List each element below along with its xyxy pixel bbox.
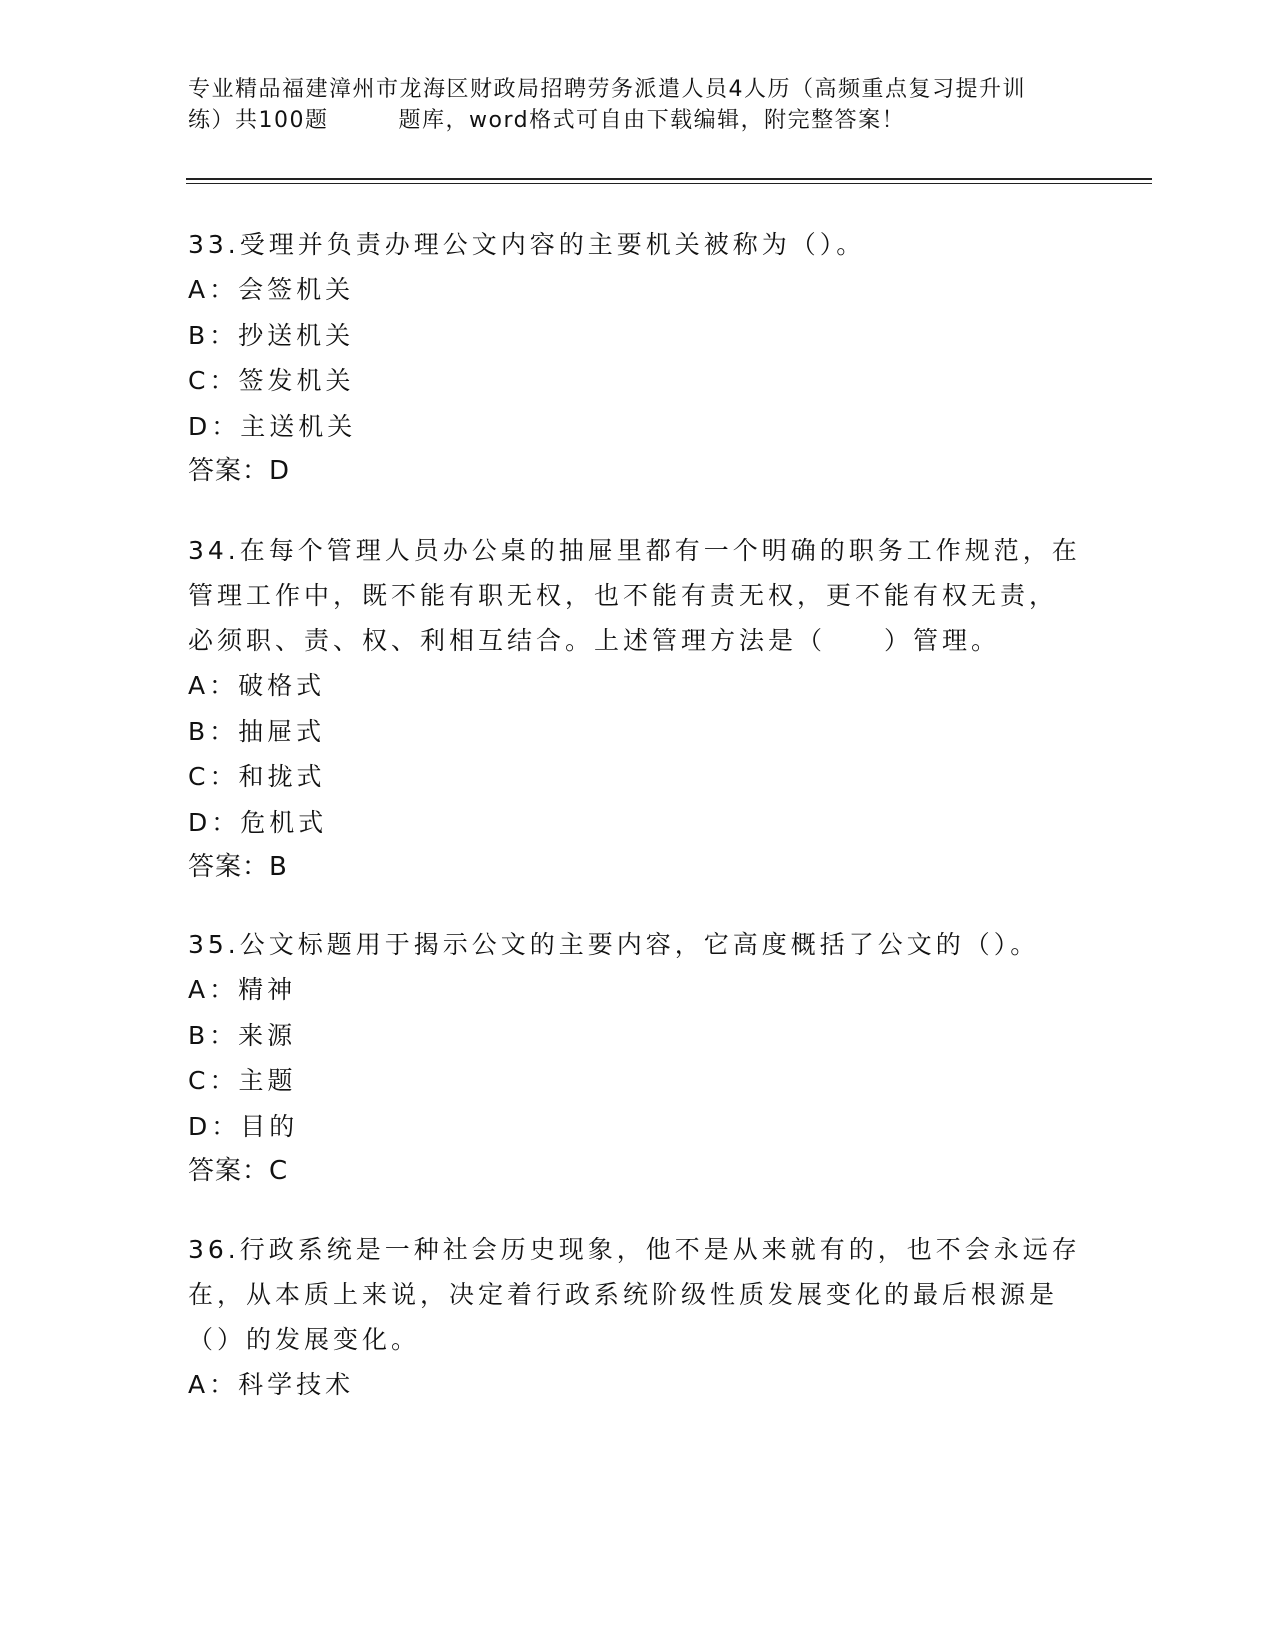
header-title-line-2 bbox=[188, 105, 1088, 136]
answer-text: 答案：C bbox=[188, 1156, 289, 1186]
question-33 bbox=[188, 222, 1088, 494]
option-a: A：科学技术 bbox=[188, 1370, 355, 1399]
option-c: C：签发机关 bbox=[188, 366, 355, 395]
option-a: A：会签机关 bbox=[188, 275, 355, 304]
option-b: B：来源 bbox=[188, 1020, 297, 1050]
option-d: D：目的 bbox=[188, 1111, 299, 1141]
question-text-line-2: 管理工作中，既不能有职无权，也不能有责无权，更不能有权无责， bbox=[188, 581, 1059, 610]
question-36 bbox=[188, 1227, 1088, 1408]
question-34 bbox=[188, 528, 1088, 890]
option-a: A：精神 bbox=[188, 975, 297, 1004]
header-title-description: 题库，word格式可自由下载编辑，附完整答案！ bbox=[398, 108, 906, 133]
question-text-line-3: 必须职、责、权、利相互结合。上述管理方法是（ ）管理。 bbox=[188, 626, 1001, 655]
option-c: C：和拢式 bbox=[188, 762, 326, 791]
question-text: 33.受理并负责办理公文内容的主要机关被称为（）。 bbox=[188, 230, 866, 259]
question-text-line-3: （）的发展变化。 bbox=[188, 1325, 421, 1354]
question-35 bbox=[188, 922, 1088, 1194]
option-a: A：破格式 bbox=[188, 671, 326, 700]
answer-text: 答案：B bbox=[188, 852, 288, 882]
header-title-count: 练）共100题 bbox=[188, 108, 329, 133]
question-text: 35.公文标题用于揭示公文的主要内容，它高度概括了公文的（）。 bbox=[188, 930, 1040, 959]
question-text-line-1: 36.行政系统是一种社会历史现象，他不是从来就有的，也不会永远存 bbox=[188, 1235, 1081, 1264]
document-header bbox=[188, 74, 1088, 136]
option-b: B：抄送机关 bbox=[188, 320, 355, 350]
header-divider bbox=[186, 178, 1152, 184]
option-b: B：抽屉式 bbox=[188, 716, 326, 746]
question-text-line-1: 34.在每个管理人员办公桌的抽屉里都有一个明确的职务工作规范，在 bbox=[188, 536, 1081, 565]
option-d: D：主送机关 bbox=[188, 411, 357, 441]
answer-text: 答案：D bbox=[188, 456, 291, 486]
option-d: D：危机式 bbox=[188, 807, 328, 837]
header-title-line-1: 专业精品福建漳州市龙海区财政局招聘劳务派遣人员4人历（高频重点复习提升训 bbox=[188, 77, 1026, 102]
question-text-line-2: 在，从本质上来说，决定着行政系统阶级性质发展变化的最后根源是 bbox=[188, 1280, 1059, 1309]
option-c: C：主题 bbox=[188, 1066, 297, 1095]
